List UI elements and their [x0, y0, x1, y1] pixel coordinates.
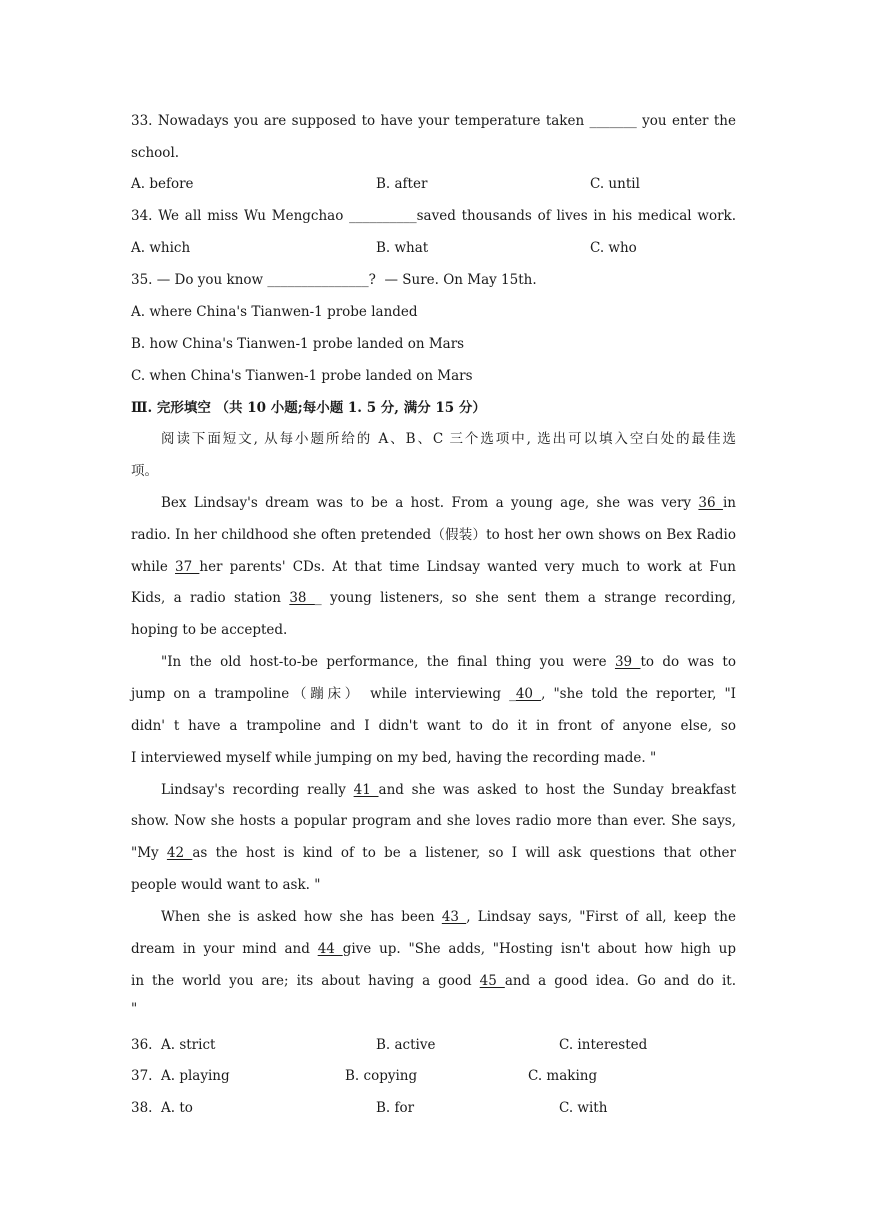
- passage-p1-line-4: Kids, a radio station 38 _ young listeners, so she sent them a strange recording,: [131, 590, 736, 606]
- passage-p1-line-1: Bex Lindsay's dream was to be a host. From a young age, she was very 36 in: [161, 495, 736, 511]
- question-34-line-1: 34. We all miss Wu Mengchao __________saved thousands of lives in his medical work.: [131, 208, 736, 224]
- q38-option-c: C. with: [559, 1100, 608, 1116]
- q34-option-a: A. which: [131, 240, 191, 256]
- blank-39: 39: [614, 654, 641, 670]
- q35-option-a: A. where China's Tianwen-1 probe landed: [131, 304, 418, 320]
- q37-option-a: A. playing: [161, 1068, 230, 1084]
- q34-option-c: C. who: [590, 240, 637, 256]
- blank-37: 37: [175, 559, 200, 575]
- passage-p2-line-3: didn' t have a trampoline and I didn't want to do it in front of anyone else, so: [131, 718, 736, 734]
- passage-p4-line-2: dream in your mind and 44 give up. "She adds, "Hosting isn't about how high up: [131, 941, 736, 957]
- q33-option-c: C. until: [590, 176, 640, 192]
- passage-p2-line-1: "In the old host-to-be performance, the final thing you were 39 to do was to: [161, 654, 736, 670]
- blank-41: 41: [353, 782, 379, 798]
- passage-p4-line-1: When she is asked how she has been 43 , Lindsay says, "First of all, keep the: [161, 909, 736, 925]
- q36-number: 36.: [131, 1037, 153, 1053]
- passage-p1-line-3: while 37 her parents' CDs. At that time Lindsay wanted very much to work at Fun: [131, 559, 736, 575]
- q37-number: 37.: [131, 1068, 153, 1084]
- blank-42: 42: [166, 845, 193, 861]
- q37-option-b: B. copying: [345, 1068, 418, 1084]
- q35-option-b: B. how China's Tianwen-1 probe landed on Mars: [131, 336, 465, 352]
- passage-p4-line-3: in the world you are; its about having a good 45 and a good idea. Go and do it.: [131, 973, 736, 989]
- passage-p3-line-1: Lindsay's recording really 41 and she was asked to host the Sunday breakfast: [161, 782, 736, 798]
- q38-option-b: B. for: [376, 1100, 415, 1116]
- section-3-instruction-line-1: 阅读下面短文, 从每小题所给的 A、B、C 三个选项中, 选出可以填入空白处的最佳选: [161, 431, 736, 447]
- passage-p2-line-2: jump on a trampoline（蹦床） while interviewing _40 , "she told the reporter, "I: [131, 686, 736, 702]
- question-33-line-1: 33. Nowadays you are supposed to have your temperature taken _______ you enter the: [131, 113, 736, 129]
- question-35-line-1: 35. — Do you know _______________? — Sure. On May 15th.: [131, 272, 537, 288]
- passage-p1-line-2: radio. In her childhood she often pretended（假装）to host her own shows on Bex Radio: [131, 527, 736, 543]
- passage-p4-line-4: ": [131, 1001, 138, 1017]
- passage-p3-line-2: show. Now she hosts a popular program and she loves radio more than ever. She says,: [131, 813, 736, 829]
- passage-p3-line-3: "My 42 as the host is kind of to be a listener, so I will ask questions that other: [131, 845, 736, 861]
- q36-option-a: A. strict: [161, 1037, 216, 1053]
- blank-43: 43: [441, 909, 467, 925]
- q38-number: 38.: [131, 1100, 153, 1116]
- blank-36: 36: [698, 495, 723, 511]
- passage-p1-line-5: hoping to be accepted.: [131, 622, 288, 638]
- q33-option-b: B. after: [376, 176, 428, 192]
- section-3-instruction-line-2: 项。: [131, 463, 158, 479]
- q36-option-b: B. active: [376, 1037, 436, 1053]
- blank-38: 38: [289, 590, 315, 606]
- blank-45: 45: [479, 973, 505, 989]
- passage-p3-line-4: people would want to ask. ": [131, 877, 321, 893]
- q37-option-c: C. making: [528, 1068, 598, 1084]
- q34-option-b: B. what: [376, 240, 429, 256]
- q36-option-c: C. interested: [559, 1037, 648, 1053]
- blank-40: 40: [515, 686, 542, 702]
- section-3-title: Ⅲ. 完形填空 （共 10 小题;每小题 1. 5 分, 满分 15 分）: [131, 400, 486, 416]
- q33-option-a: A. before: [131, 176, 194, 192]
- q35-option-c: C. when China's Tianwen-1 probe landed on Mars: [131, 368, 473, 384]
- question-33-line-2: school.: [131, 145, 180, 161]
- blank-44: 44: [317, 941, 343, 957]
- q38-option-a: A. to: [161, 1100, 193, 1116]
- passage-p2-line-4: I interviewed myself while jumping on my bed, having the recording made. ": [131, 750, 657, 766]
